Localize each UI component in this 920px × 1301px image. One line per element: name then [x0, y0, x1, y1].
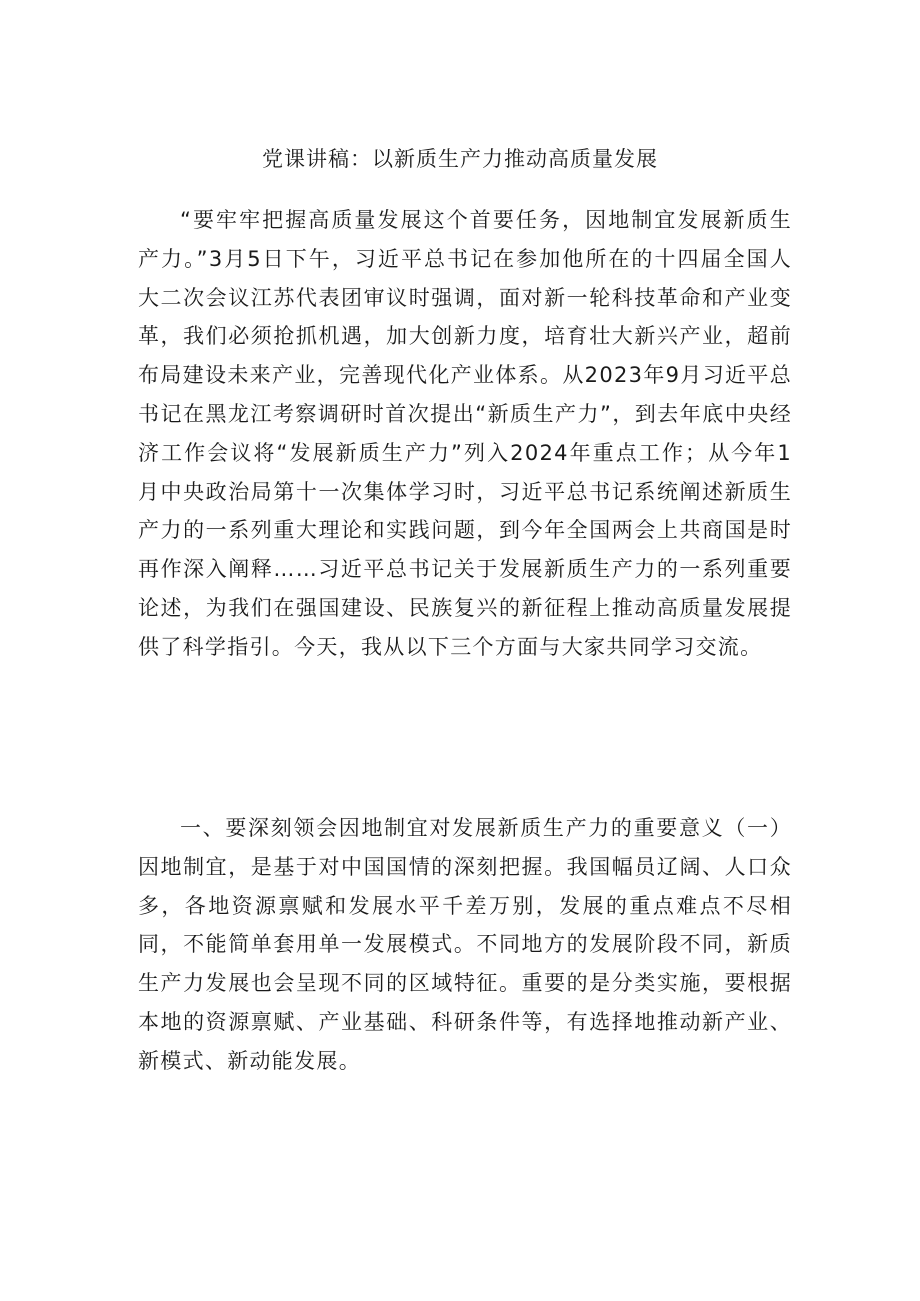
paragraph-section-one: 一、要深刻领会因地制宜对发展新质生产力的重要意义（一）因地制宜，是基于对中国国情的深刻把握。我国幅员辽阔、人口众多，各地资源禀赋和发展水平千差万别，发展的重点难点不尽相同，不能简单套用单一发展模式。不同地方的发展阶段不同，新质生产力发展也会呈现不同的区域特征。重要的是分类实施，要根据本地的资源禀赋、产业基础、科研条件等，有选择地推动新产业、新模式、新动能发展。 — [138, 816, 792, 1073]
document-title: 党课讲稿：以新质生产力推动高质量发展 — [262, 147, 658, 171]
paragraph-intro: “要牢牢把握高质量发展这个首要任务，因地制宜发展新质生产力。”3月5日下午，习近平总书记在参加他所在的十四届全国人大二次会议江苏代表团审议时强调，面对新一轮科技革命和产业变革，我们必须抢抓机遇，加大创新力度，培育壮大新兴产业，超前布局建设未来产业，完善现代化产业体系。从2023年9月习近平总书记在黑龙江考察调研时首次提出“新质生产力”，到去年底中央经济工作会议将“发展新质生产力”列入2024年重点工作；从今年1月中央政治局第十一次集体学习时，习近平总书记系统阐述新质生产力的一系列重大理论和实践问题，到今年全国两会上共商国是时再作深入阐释……习近平总书记关于发展新质生产力的一系列重要论述，为我们在强国建设、民族复兴的新征程上推动高质量发展提供了科学指引。今天，我从以下三个方面与大家共同学习交流。 — [138, 208, 792, 659]
